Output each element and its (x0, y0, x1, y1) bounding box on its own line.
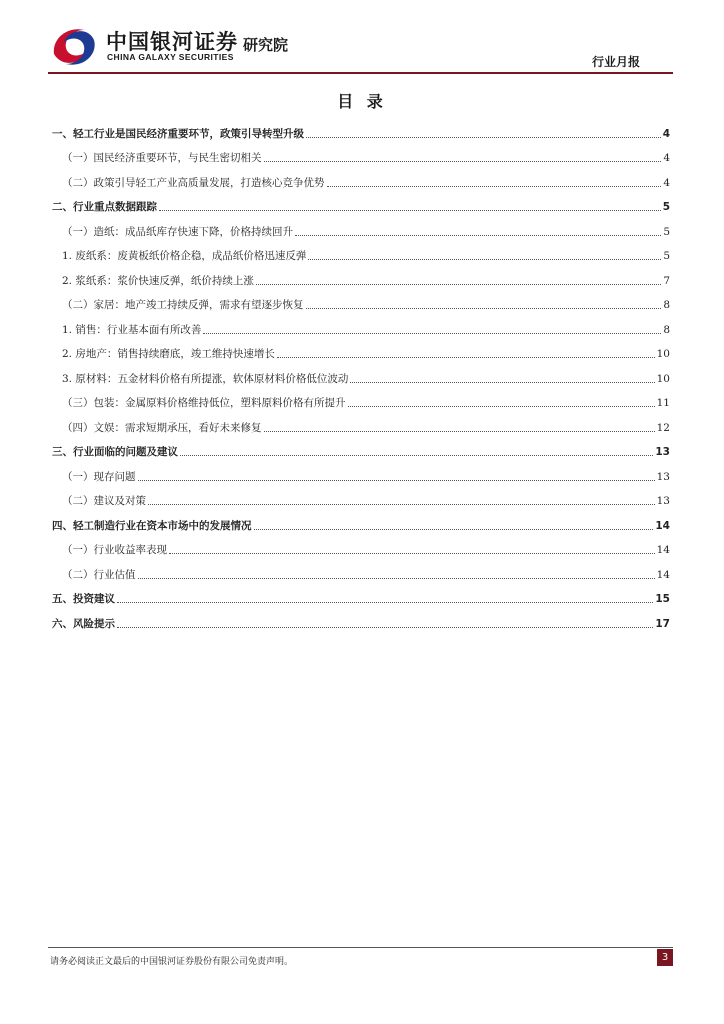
toc-entry-page: 8 (663, 299, 670, 311)
dot-leader (203, 333, 661, 334)
toc-entry-text: （二）家居：地产竣工持续反弹，需求有望逐步恢复 (62, 299, 304, 311)
dot-leader (159, 210, 661, 211)
toc-entry-page: 12 (656, 422, 670, 434)
dot-leader (295, 235, 661, 236)
report-type-label: 行业月报 (591, 55, 640, 69)
toc-entry-text: （一）国民经济重要环节，与民生密切相关 (62, 152, 262, 164)
toc-entry-page: 11 (656, 397, 670, 409)
toc-entry[interactable] (62, 539, 670, 557)
toc-entry[interactable] (52, 588, 670, 606)
toc-entry-page: 13 (656, 471, 670, 483)
toc-entry[interactable] (62, 564, 670, 582)
toc-entry-page: 8 (663, 324, 670, 336)
toc-entry[interactable] (52, 515, 670, 533)
toc-title: 目 录 (337, 92, 387, 111)
toc-entry-page: 4 (663, 177, 670, 189)
toc-entry-text: （四）文娱：需求短期承压，看好未来修复 (62, 422, 262, 434)
toc-entry-page: 5 (663, 250, 670, 262)
toc-entry[interactable] (62, 270, 670, 288)
toc-entry[interactable] (62, 417, 670, 435)
toc-entry-page: 17 (655, 618, 670, 630)
toc-entry-text: （二）政策引导轻工产业高质量发展，打造核心竞争优势 (62, 177, 325, 189)
dot-leader (138, 578, 655, 579)
toc-entry[interactable] (62, 343, 670, 361)
toc-entry[interactable] (62, 221, 670, 239)
dot-leader (277, 357, 655, 358)
toc-entry[interactable] (62, 172, 670, 190)
page-header (0, 0, 724, 80)
toc-entry-text: （一）行业收益率表现 (62, 544, 167, 556)
dot-leader (306, 308, 662, 309)
toc-entry-page: 15 (655, 593, 670, 605)
toc-entry-page: 14 (656, 544, 670, 556)
toc-entry-text: （一）现存问题 (62, 471, 136, 483)
toc-entry[interactable] (62, 294, 670, 312)
toc-entry[interactable] (62, 392, 670, 410)
header-divider (48, 72, 673, 74)
toc-entry-text: （二）行业估值 (62, 569, 136, 581)
toc-entry[interactable] (52, 123, 670, 141)
toc-entry-page: 5 (663, 226, 670, 238)
toc-entry[interactable] (62, 147, 670, 165)
toc-entry-page: 5 (662, 201, 670, 213)
dot-leader (148, 504, 655, 505)
toc-entry-text: （二）建议及对策 (62, 495, 146, 507)
dot-leader (138, 480, 655, 481)
toc-entry-text: 2. 房地产：销售持续磨底，竣工维持快速增长 (62, 348, 275, 360)
dot-leader (308, 259, 661, 260)
dot-leader (327, 186, 662, 187)
toc-entry-text: 五、投资建议 (52, 593, 115, 605)
toc-entry-page: 13 (655, 446, 670, 458)
toc-entry[interactable] (62, 319, 670, 337)
dot-leader (169, 553, 655, 554)
toc-entry-text: 六、风险提示 (52, 618, 115, 630)
footer-divider (48, 947, 673, 948)
logo-english-name: CHINA GALAXY SECURITIES (107, 52, 234, 62)
dot-leader (350, 382, 654, 383)
toc-entry-page: 7 (663, 275, 670, 287)
toc-entry[interactable] (52, 441, 670, 459)
toc-entry-text: 三、行业面临的问题及建议 (52, 446, 178, 458)
toc-entry-page: 10 (656, 348, 670, 360)
toc-entry-page: 10 (656, 373, 670, 385)
toc-entry-text: （三）包装：金属原料价格维持低位，塑料原料价格有所提升 (62, 397, 346, 409)
dot-leader (264, 431, 655, 432)
logo-chinese-name: 中国银河证券 (106, 30, 238, 54)
toc-entry-text: 二、行业重点数据跟踪 (52, 201, 157, 213)
toc-entry-text: 四、轻工制造行业在资本市场中的发展情况 (52, 520, 252, 532)
toc-entry-text: 1. 销售：行业基本面有所改善 (62, 324, 202, 336)
toc-entry-text: 3. 原材料：五金材料价格有所提涨，软体原材料价格低位波动 (62, 373, 349, 385)
dot-leader (264, 161, 662, 162)
dot-leader (117, 627, 653, 628)
toc-entry[interactable] (52, 613, 670, 631)
institute-label: 研究院 (243, 36, 289, 54)
toc-entry[interactable] (62, 466, 670, 484)
toc-entry[interactable] (62, 490, 670, 508)
toc-entry-page: 14 (655, 520, 670, 532)
dot-leader (306, 137, 661, 138)
dot-leader (117, 602, 653, 603)
toc-entry[interactable] (62, 368, 670, 386)
toc-entry[interactable] (52, 196, 670, 214)
toc-entry[interactable] (62, 245, 670, 263)
toc-entry-text: （一）造纸：成品纸库存快速下降，价格持续回升 (62, 226, 293, 238)
footer-disclaimer: 请务必阅读正文最后的中国银河证券股份有限公司免责声明。 (50, 957, 294, 967)
dot-leader (254, 529, 654, 530)
toc-entry-text: 1. 废纸系：废黄板纸价格企稳，成品纸价格迅速反弹 (62, 250, 307, 262)
page-number: 3 (657, 949, 673, 966)
dot-leader (256, 284, 661, 285)
dot-leader (348, 406, 655, 407)
toc-entry-text: 一、轻工行业是国民经济重要环节，政策引导转型升级 (52, 128, 304, 140)
toc-entry-page: 4 (663, 152, 670, 164)
toc-entry-page: 4 (662, 128, 670, 140)
galaxy-swirl-logo-icon (48, 24, 100, 70)
toc-entry-page: 13 (656, 495, 670, 507)
toc-entry-text: 2. 浆纸系：浆价快速反弹，纸价持续上涨 (62, 275, 254, 287)
dot-leader (180, 455, 653, 456)
toc-entry-page: 14 (656, 569, 670, 581)
